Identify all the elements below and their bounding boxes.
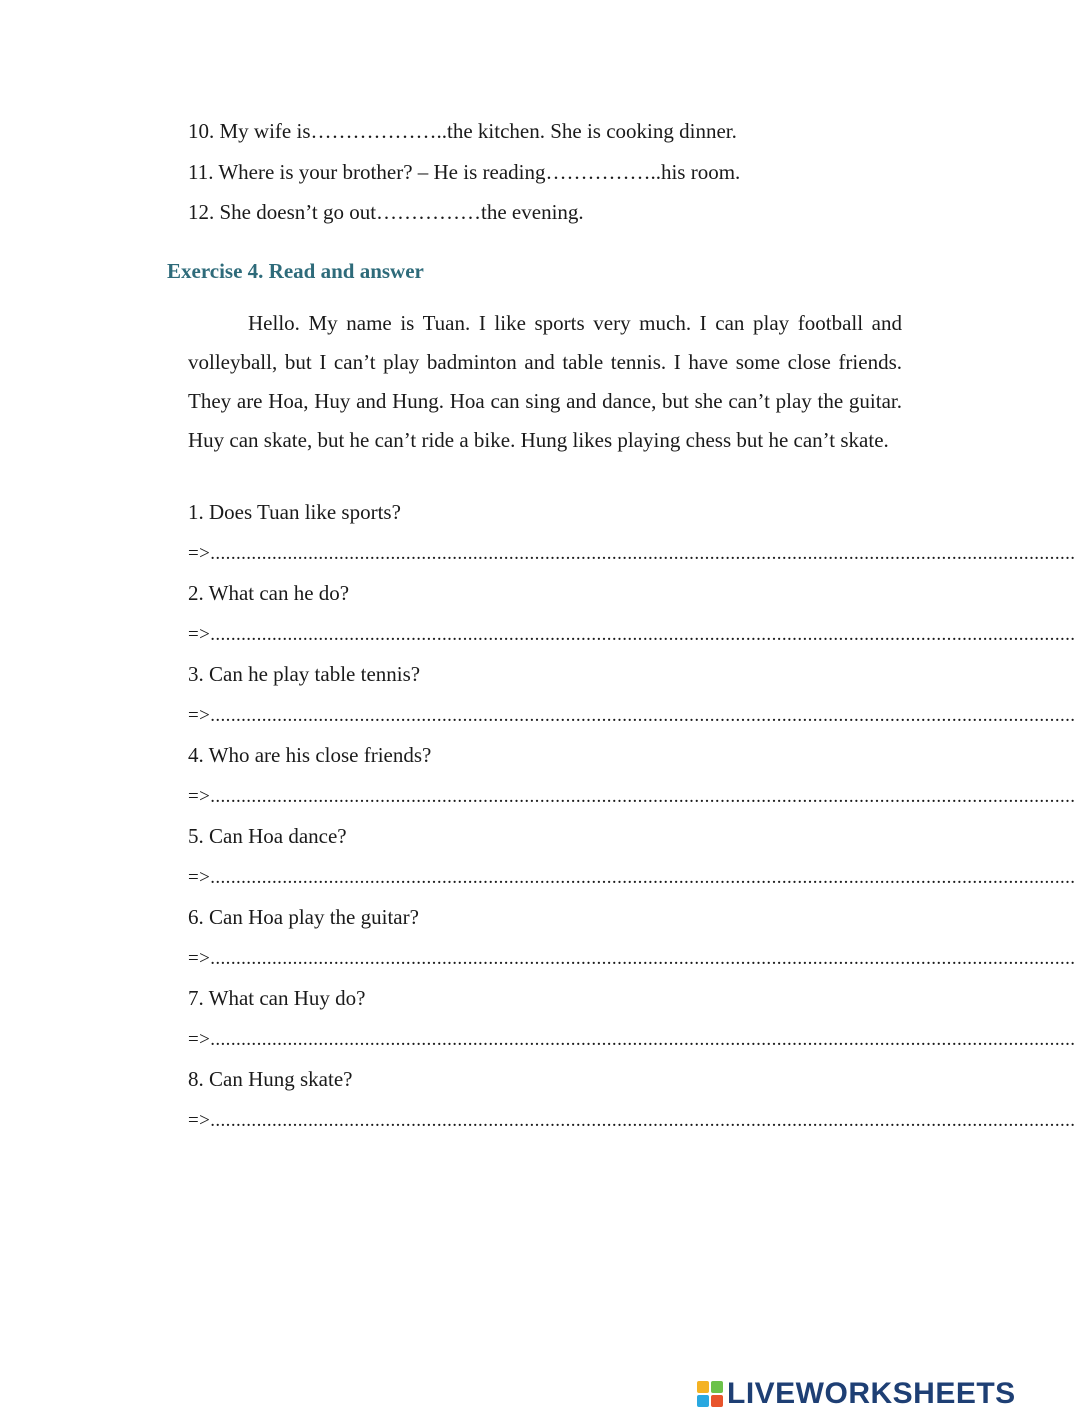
answer-line-3[interactable]: =>........................................................................................................................................................................ bbox=[188, 705, 1075, 726]
question-7: 7. What can Huy do? bbox=[188, 986, 366, 1010]
item-10: 10. My wife is………………..the kitchen. She is cooking dinner. bbox=[188, 119, 737, 143]
question-5: 5. Can Hoa dance? bbox=[188, 824, 347, 848]
question-6: 6. Can Hoa play the guitar? bbox=[188, 905, 419, 929]
item-11: 11. Where is your brother? – He is reading……………..his room. bbox=[188, 160, 741, 184]
answer-line-7[interactable]: =>........................................................................................................................................................................ bbox=[188, 1029, 1075, 1050]
logo-square-2 bbox=[711, 1381, 723, 1393]
item-12: 12. She doesn’t go out……………the evening. bbox=[188, 200, 584, 224]
question-2: 2. What can he do? bbox=[188, 581, 350, 605]
liveworksheets-logo bbox=[697, 1378, 1016, 1410]
liveworksheets-logo-text: LIVEWORKSHEETS bbox=[727, 1377, 1016, 1410]
answer-line-2[interactable]: =>........................................................................................................................................................................ bbox=[188, 624, 1075, 645]
question-1: 1. Does Tuan like sports? bbox=[188, 500, 401, 524]
logo-square-4 bbox=[711, 1395, 723, 1407]
question-3: 3. Can he play table tennis? bbox=[188, 662, 421, 686]
reading-passage: Hello. My name is Tuan. I like sports very much. I can play football and volleyball, but I can’t play badminton and table tennis. I have some close friends. They are Hoa, Huy and Hung. Hoa can sing and dance, but she can’t play the guitar. Huy can skate, but he can’t ride a bike. Hung likes playing chess but he can’t skate. bbox=[188, 311, 902, 452]
question-8: 8. Can Hung skate? bbox=[188, 1067, 353, 1091]
exercise-4-title: Exercise 4. Read and answer bbox=[167, 259, 424, 283]
answer-line-1[interactable]: =>........................................................................................................................................................................ bbox=[188, 543, 1075, 564]
answer-line-4[interactable]: =>........................................................................................................................................................................ bbox=[188, 786, 1075, 807]
logo-square-3 bbox=[697, 1395, 709, 1407]
answer-line-8[interactable]: =>........................................................................................................................................................................ bbox=[188, 1110, 1075, 1131]
logo-square-1 bbox=[697, 1381, 709, 1393]
answer-line-6[interactable]: =>........................................................................................................................................................................ bbox=[188, 948, 1075, 969]
liveworksheets-logo-icon bbox=[697, 1381, 723, 1407]
question-4: 4. Who are his close friends? bbox=[188, 743, 432, 767]
answer-line-5[interactable]: =>........................................................................................................................................................................ bbox=[188, 867, 1075, 888]
